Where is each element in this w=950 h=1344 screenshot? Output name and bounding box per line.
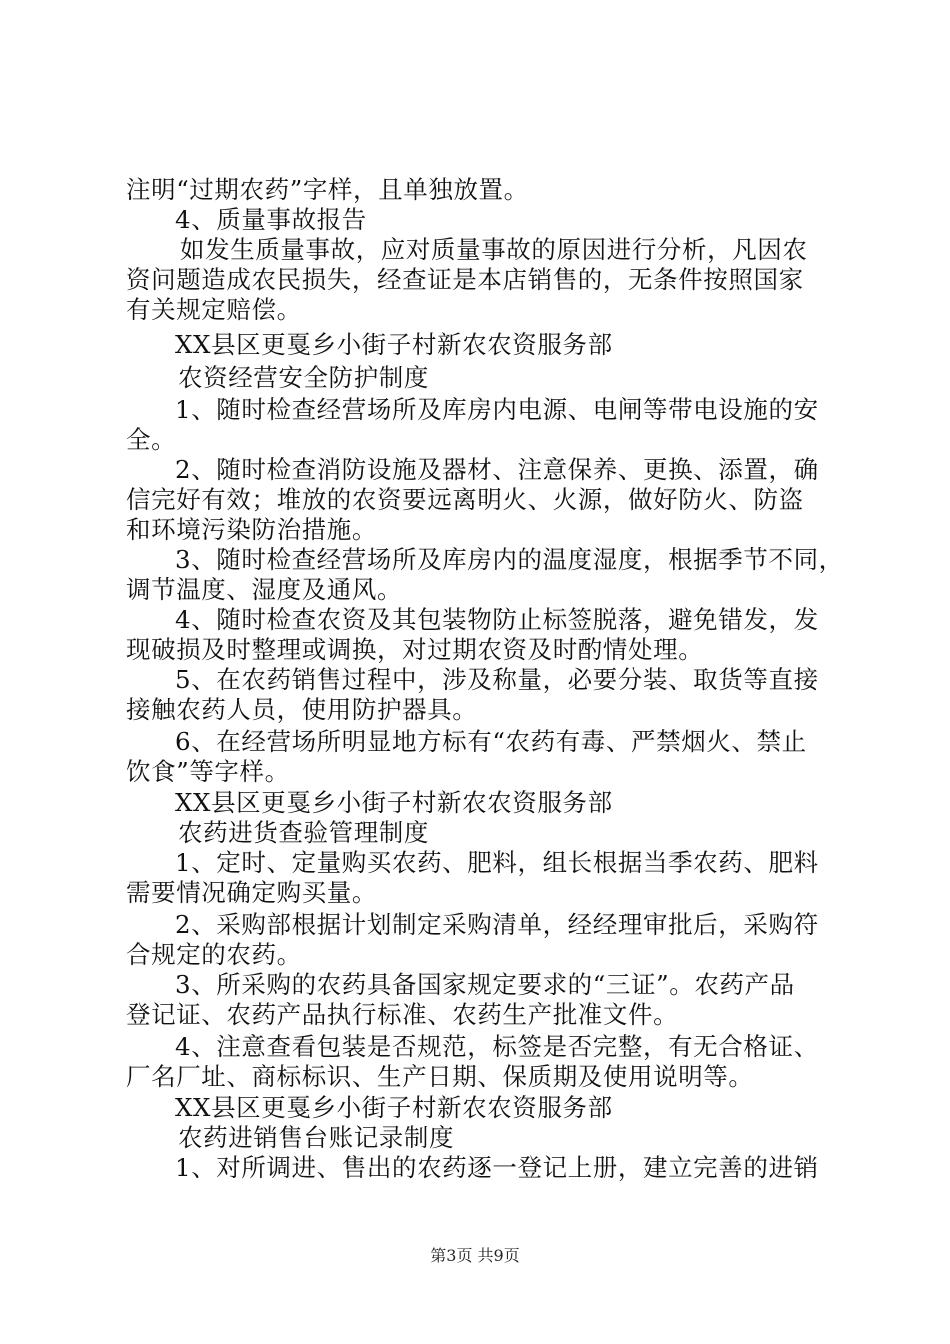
text-line: 合规定的农药。 (126, 940, 302, 969)
text-line: 全。 (126, 425, 177, 454)
text-line: 厂名厂址、商标标识、生产日期、保质期及使用说明等。 (126, 1062, 754, 1091)
text-line: 2、采购部根据计划制定采购清单，经经理审批后，采购符 (175, 910, 819, 939)
text-line: 5、在农药销售过程中，涉及称量，必要分装、取货等直接 (175, 665, 819, 694)
text-line: 如发生质量事故，应对质量事故的原因进行分析，凡因农 (180, 235, 808, 264)
text-line: 注明“过期农药”字样，且单独放置。 (126, 175, 529, 204)
organization-name: XX县区更戛乡小街子村新农农资服务部 (175, 1093, 613, 1122)
text-line: 现破损及时整理或调换，对过期农资及时酌情处理。 (126, 635, 704, 664)
section-heading: 农资经营安全防护制度 (178, 363, 429, 392)
text-line: 6、在经营场所明显地方标有“农药有毒、严禁烟火、禁止 (175, 727, 807, 756)
section-heading: 4、质量事故报告 (175, 205, 367, 234)
text-line: 登记证、农药产品执行标准、农药生产批准文件。 (126, 1000, 679, 1029)
text-line: 调节温度、湿度及通风。 (126, 575, 403, 604)
text-line: 3、随时检查经营场所及库房内的温度湿度，根据季节不同， (175, 545, 844, 574)
text-line: 3、所采购的农药具备国家规定要求的“三证”。农药产品 (175, 970, 795, 999)
text-line: 1、对所调进、售出的农药逐一登记上册，建立完善的进销 (175, 1153, 819, 1182)
text-line: 信完好有效；堆放的农资要远离明火、火源，做好防火、防盗 (126, 485, 804, 514)
text-line: 饮食”等字样。 (126, 757, 290, 786)
organization-name: XX县区更戛乡小街子村新农农资服务部 (175, 788, 613, 817)
text-line: 需要情况确定购买量。 (126, 878, 377, 907)
text-line: 有关规定赔偿。 (126, 295, 302, 324)
text-line: 1、随时检查经营场所及库房内电源、电闸等带电设施的安 (175, 395, 819, 424)
text-line: 接触农药人员，使用防护器具。 (126, 695, 478, 724)
text-line: 和环境污染防治措施。 (126, 515, 377, 544)
text-line: 4、随时检查农资及其包装物防止标签脱落，避免错发，发 (175, 605, 819, 634)
text-line: 资问题造成农民损失，经查证是本店销售的，无条件按照国家 (126, 265, 804, 294)
section-heading: 农药进货查验管理制度 (178, 818, 429, 847)
section-heading: 农药进销售台账记录制度 (178, 1123, 455, 1152)
text-line: 2、随时检查消防设施及器材、注意保养、更换、添置，确 (175, 455, 819, 484)
page-number-footer: 第3页 共9页 (430, 1246, 520, 1265)
organization-name: XX县区更戛乡小街子村新农农资服务部 (175, 330, 613, 359)
text-line: 4、注意查看包装是否规范，标签是否完整，有无合格证、 (175, 1032, 819, 1061)
text-line: 1、定时、定量购买农药、肥料，组长根据当季农药、肥料 (175, 848, 819, 877)
